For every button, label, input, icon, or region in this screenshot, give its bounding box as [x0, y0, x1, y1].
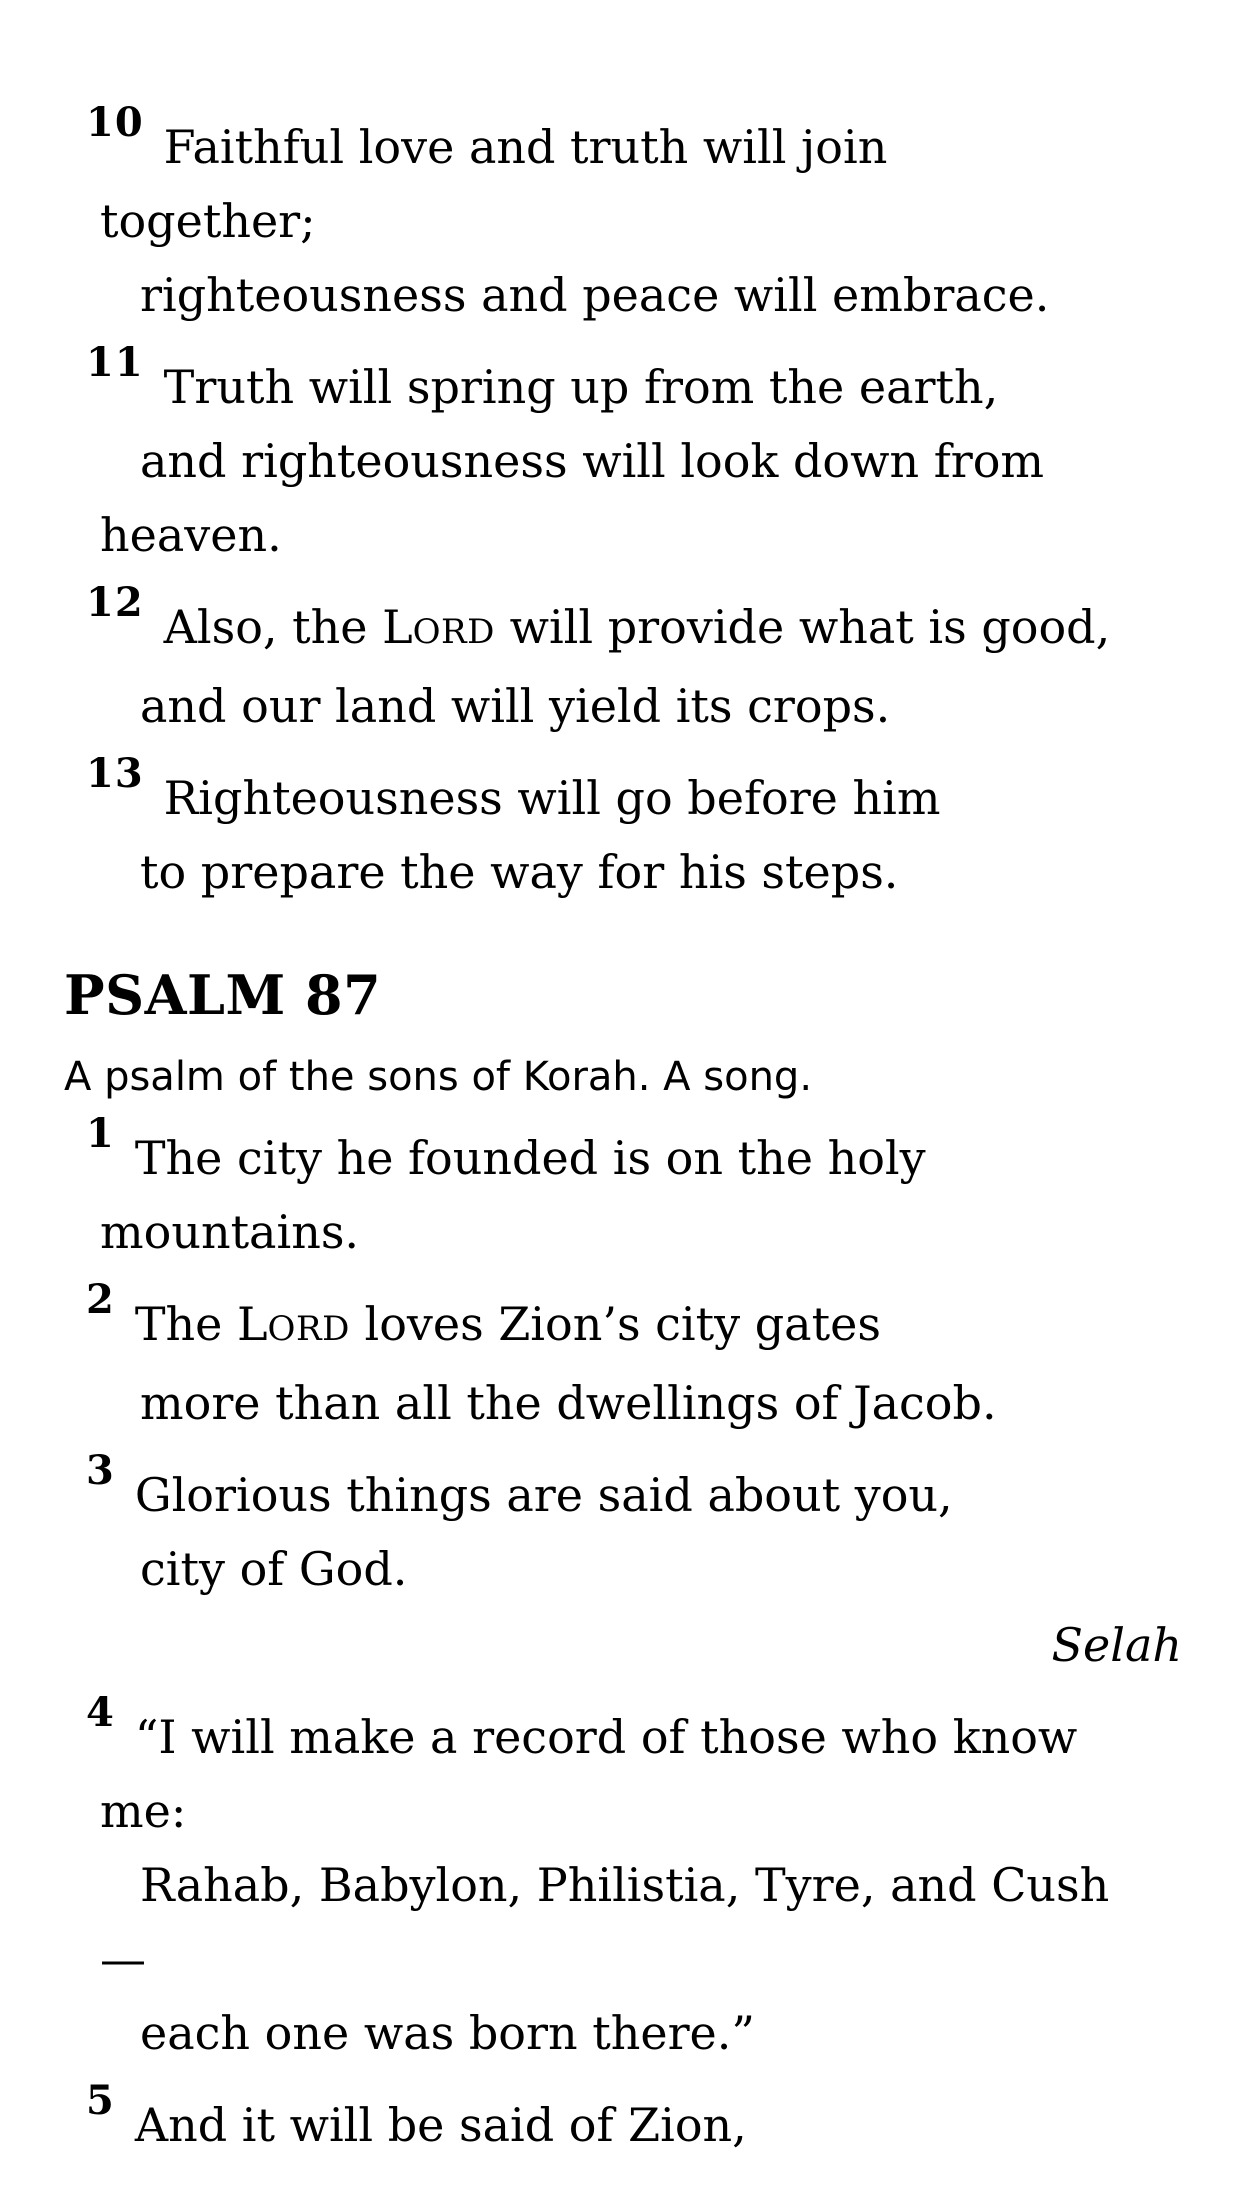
- verse-number: 12: [86, 579, 144, 626]
- verse-start-line[interactable]: [0, 339, 1198, 424]
- verse-text: The city he founded is on the holy: [134, 1131, 926, 1185]
- verse-text: Also, the: [163, 600, 383, 654]
- verse-start-line[interactable]: [0, 1110, 1198, 1195]
- verse-start-line[interactable]: [0, 99, 1198, 184]
- verse-continuation-line[interactable]: [0, 1922, 1198, 1996]
- selah-line[interactable]: [0, 1608, 1198, 1682]
- divine-name-smallcaps: LORD: [382, 600, 495, 654]
- divine-name-smallcaps: LORD: [237, 1297, 350, 1351]
- verse-number: 5: [86, 2077, 115, 2124]
- verse-text: together;: [100, 194, 316, 248]
- verse-continuation-line[interactable]: [0, 1366, 1198, 1440]
- verse-number: 4: [86, 1689, 115, 1736]
- verse-number: 3: [86, 1447, 115, 1494]
- verse-text: Selah: [1051, 1618, 1182, 1672]
- verse-text: Righteousness will go before him: [163, 771, 941, 825]
- verse-continuation-line[interactable]: [0, 669, 1198, 743]
- verse-number: 11: [86, 339, 144, 386]
- verse-number: 13: [86, 750, 144, 797]
- verse-continuation-line[interactable]: [0, 1848, 1198, 1922]
- verse-text: city of God.: [140, 1542, 408, 1596]
- psalm-superscription: A psalm of the sons of Korah. A song.: [64, 1054, 813, 1100]
- psalm-poetry-block: [0, 1110, 1198, 2162]
- verse-continuation-line[interactable]: [0, 835, 1198, 909]
- divine-name-smallcaps-tail: ORD: [267, 1309, 350, 1349]
- verse-continuation-line[interactable]: [0, 498, 1198, 572]
- verse-text: each one was born there.”: [140, 2006, 755, 2060]
- verse-start-line[interactable]: [0, 1276, 1198, 1366]
- verse-continuation-line[interactable]: [0, 1195, 1198, 1269]
- verse-text: heaven.: [100, 508, 282, 562]
- verse-text: Faithful love and truth will join: [163, 120, 888, 174]
- verse-text: “I will make a record of those who know: [134, 1710, 1078, 1764]
- verse-continuation-line[interactable]: [0, 258, 1198, 332]
- verse-start-line[interactable]: [0, 1447, 1198, 1532]
- verse-number: 10: [86, 99, 144, 146]
- verse-text: Truth will spring up from the earth,: [163, 360, 999, 414]
- verse-number: 2: [86, 1276, 115, 1323]
- verse-continuation-line[interactable]: [0, 1532, 1198, 1606]
- verse-text: Glorious things are said about you,: [134, 1468, 953, 1522]
- verse-text: and righteousness will look down from: [140, 434, 1045, 488]
- verse-text: righteousness and peace will embrace.: [140, 268, 1050, 322]
- verse-text: more than all the dwellings of Jacob.: [140, 1376, 997, 1430]
- verse-start-line[interactable]: [0, 750, 1198, 835]
- verse-text: me:: [100, 1784, 187, 1838]
- verse-text: The: [134, 1297, 237, 1351]
- verse-start-line[interactable]: [0, 1689, 1198, 1774]
- verse-start-line[interactable]: [0, 2077, 1198, 2162]
- verse-text: And it will be said of Zion,: [134, 2098, 747, 2152]
- verse-text: loves Zion’s city gates: [349, 1297, 881, 1351]
- psalm-heading: PSALM 87: [64, 963, 382, 1027]
- verse-text: Rahab, Babylon, Philistia, Tyre, and Cush: [140, 1858, 1110, 1912]
- verse-continuation-line[interactable]: [0, 1774, 1198, 1848]
- verse-number: 1: [86, 1110, 115, 1157]
- verse-text: and our land will yield its crops.: [140, 679, 891, 733]
- psalm-poetry-block-end: [0, 99, 1198, 909]
- verse-continuation-line[interactable]: [0, 1996, 1198, 2070]
- verse-start-line[interactable]: [0, 579, 1198, 669]
- verse-text: to prepare the way for his steps.: [140, 845, 899, 899]
- verse-continuation-line[interactable]: [0, 424, 1198, 498]
- verse-continuation-line[interactable]: [0, 184, 1198, 258]
- verse-text: will provide what is good,: [494, 600, 1111, 654]
- verse-text: —: [100, 1932, 146, 1986]
- verse-text: mountains.: [100, 1205, 360, 1259]
- divine-name-smallcaps-tail: ORD: [412, 612, 495, 652]
